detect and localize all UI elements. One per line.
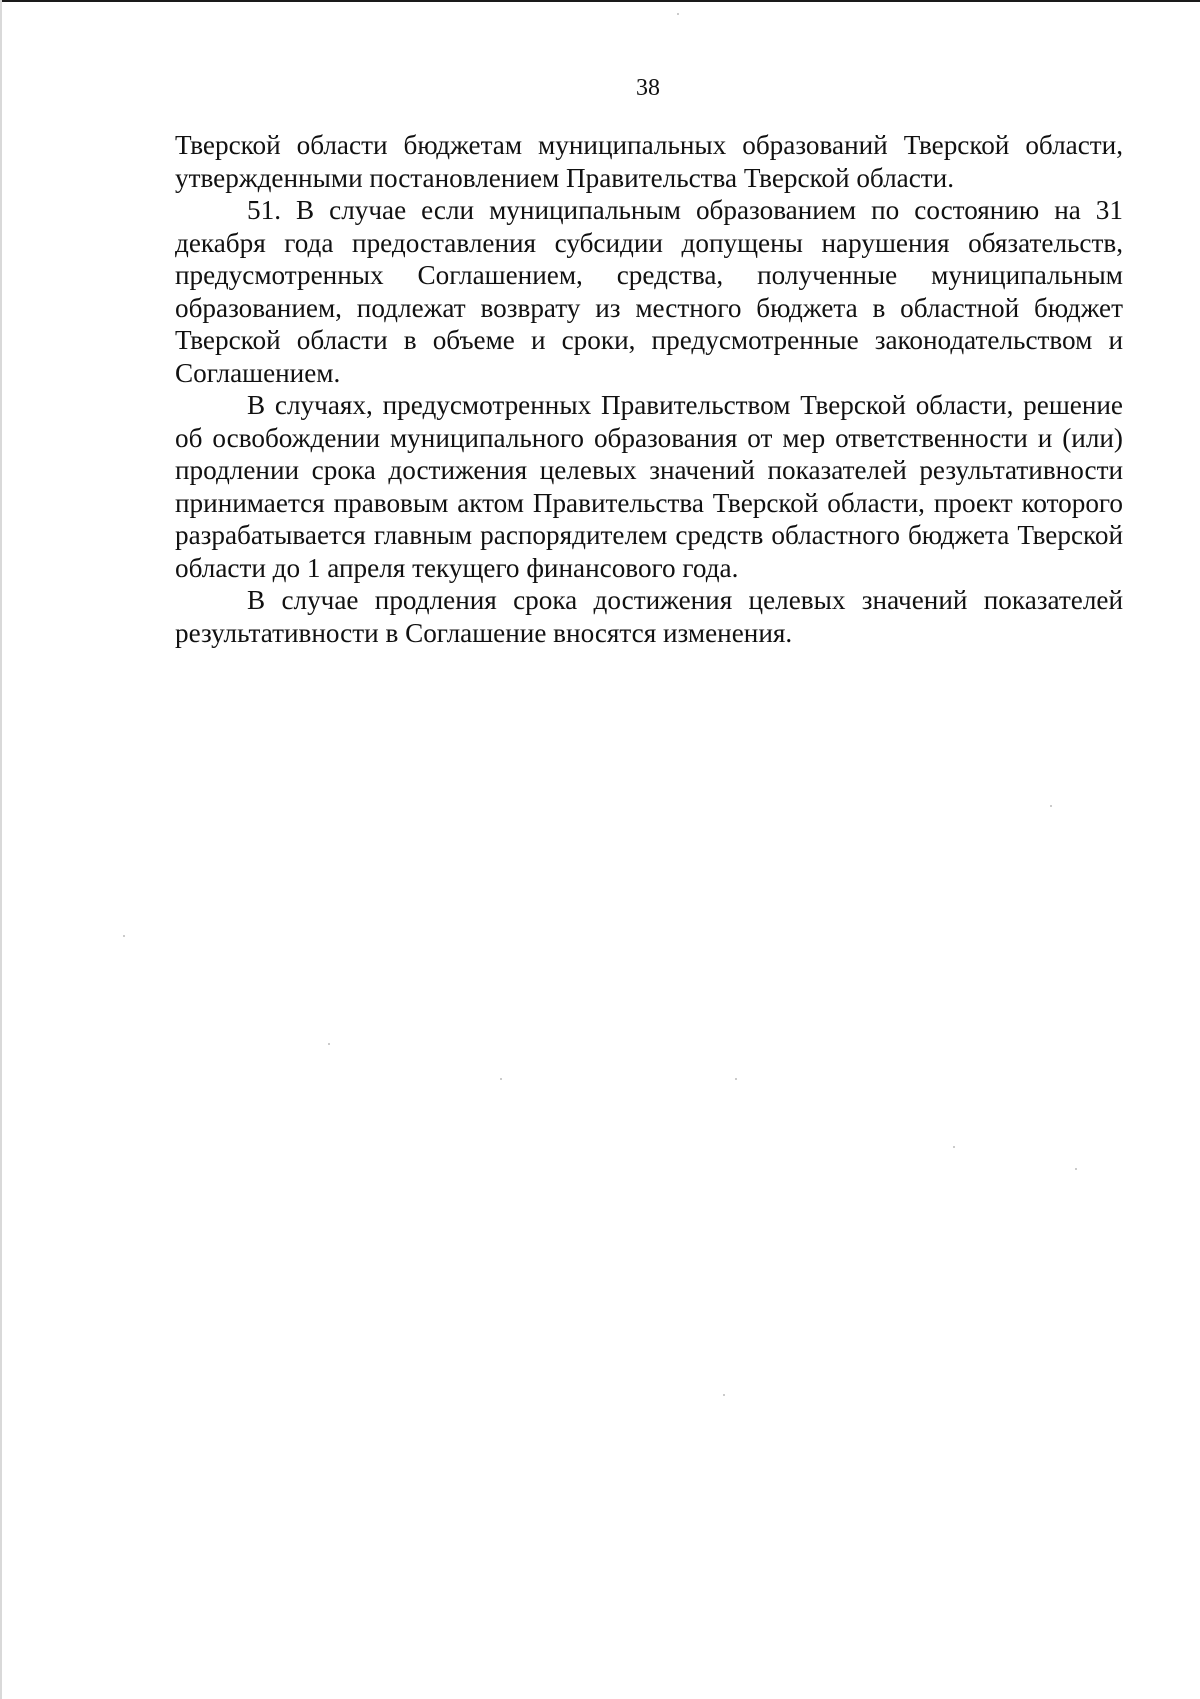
scan-speck: [500, 1078, 502, 1080]
document-body: [175, 129, 1123, 649]
scan-speck: [677, 13, 679, 15]
scan-speck: [723, 1394, 725, 1396]
scan-speck: [1075, 1168, 1077, 1170]
paragraph-extension: В случае продления срока достижения целевых значений показателей результативности в Соглашение вносятся изменения.: [175, 585, 1123, 648]
scan-speck: [735, 1078, 737, 1080]
scan-speck: [953, 1146, 955, 1148]
scan-speck: [123, 935, 125, 937]
paragraph-exemption: В случаях, предусмотренных Правительством Тверской области, решение об освобождении муниципального образования от мер ответственности и (или) продлении срока достижения целевых значений показателей результативности принимается правовым актом Правительства Тверской области, проект которого разрабатывается главным распорядителем средств областного бюджета Тверской области до 1 апреля текущего финансового года.: [175, 390, 1123, 583]
paragraph-continuation: Тверской области бюджетам муниципальных образований Тверской области, утвержденными постановлением Правительства Тверской области.: [175, 130, 1123, 193]
paragraph-item-51: 51. В случае если муниципальным образованием по состоянию на 31 декабря года предоставления субсидии допущены нарушения обязательств, предусмотренных Соглашением, средства, полученные муниципальным образованием, подлежат возврату из местного бюджета в областной бюджет Тверской области в объеме и сроки, предусмотренные законодательством и Соглашением.: [175, 195, 1123, 388]
scan-top-edge: [0, 0, 1200, 2]
scan-left-edge: [0, 0, 2, 1699]
scan-speck: [1050, 805, 1052, 807]
scan-speck: [328, 1043, 330, 1045]
page-number: 38: [636, 75, 660, 101]
